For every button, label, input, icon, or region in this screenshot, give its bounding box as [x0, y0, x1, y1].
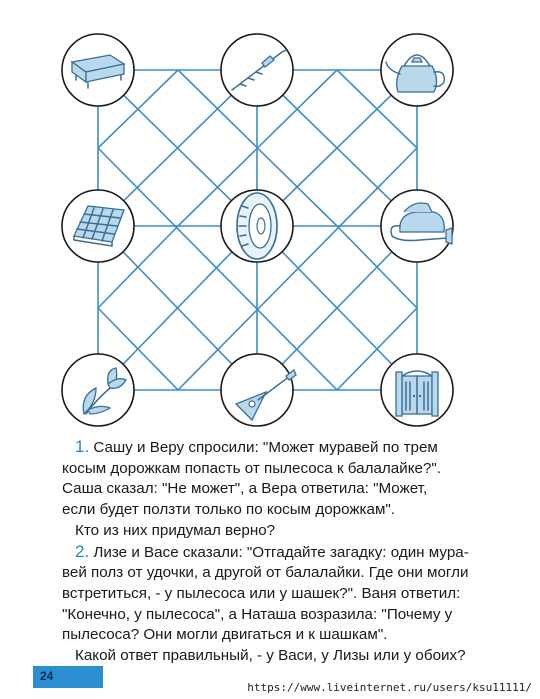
wardrobe-icon [396, 371, 438, 416]
page-number: 24 [40, 669, 54, 683]
problem-2-line-4: "Конечно, у пылесоса", а Наташа возразила: "Почему у [62, 605, 453, 623]
problem-2-question: Какой ответ правильный, - у Васи, у Лизы или у обоих? [75, 647, 466, 665]
tire-icon [237, 193, 277, 259]
node-tulip [62, 354, 134, 426]
problem-1-line-1: 1. Сашу и Веру спросили: "Может муравей по трем [75, 437, 438, 456]
problem-2-line-3: встретиться, - у пылесоса или у шашек?". Ваня ответил: [62, 584, 461, 602]
problem-1-line-3: Саша сказал: "Не может", а Вера ответила: "Может, [62, 480, 428, 498]
problem-2-line-5: пылесоса? Они могли двигаться и к шашкам". [62, 626, 388, 644]
problem-2-number: 2. [75, 541, 90, 561]
problem-1-line-2: косым дорожкам попасть от пылесоса к балалайке?". [62, 459, 442, 477]
problem-2-line-2: вей полз от удочки, а другой от балалайки. Где они могли [62, 564, 469, 582]
node-fishing-rod [221, 34, 293, 106]
problem-text [62, 437, 482, 667]
problem-2-line-1: 2. Лизе и Васе сказали: "Отгадайте загадку: один мура- [75, 541, 469, 561]
source-watermark: https://www.liveinternet.ru/users/ksu11111/ [247, 681, 532, 694]
page-number-badge [33, 666, 103, 688]
problem-1-question: Кто из них придумал верно? [75, 521, 276, 539]
problem-1-line-4: если будет ползти только по косым дорожкам". [62, 501, 396, 519]
problem-1-number: 1. [75, 437, 90, 456]
node-balalaika [221, 354, 293, 426]
